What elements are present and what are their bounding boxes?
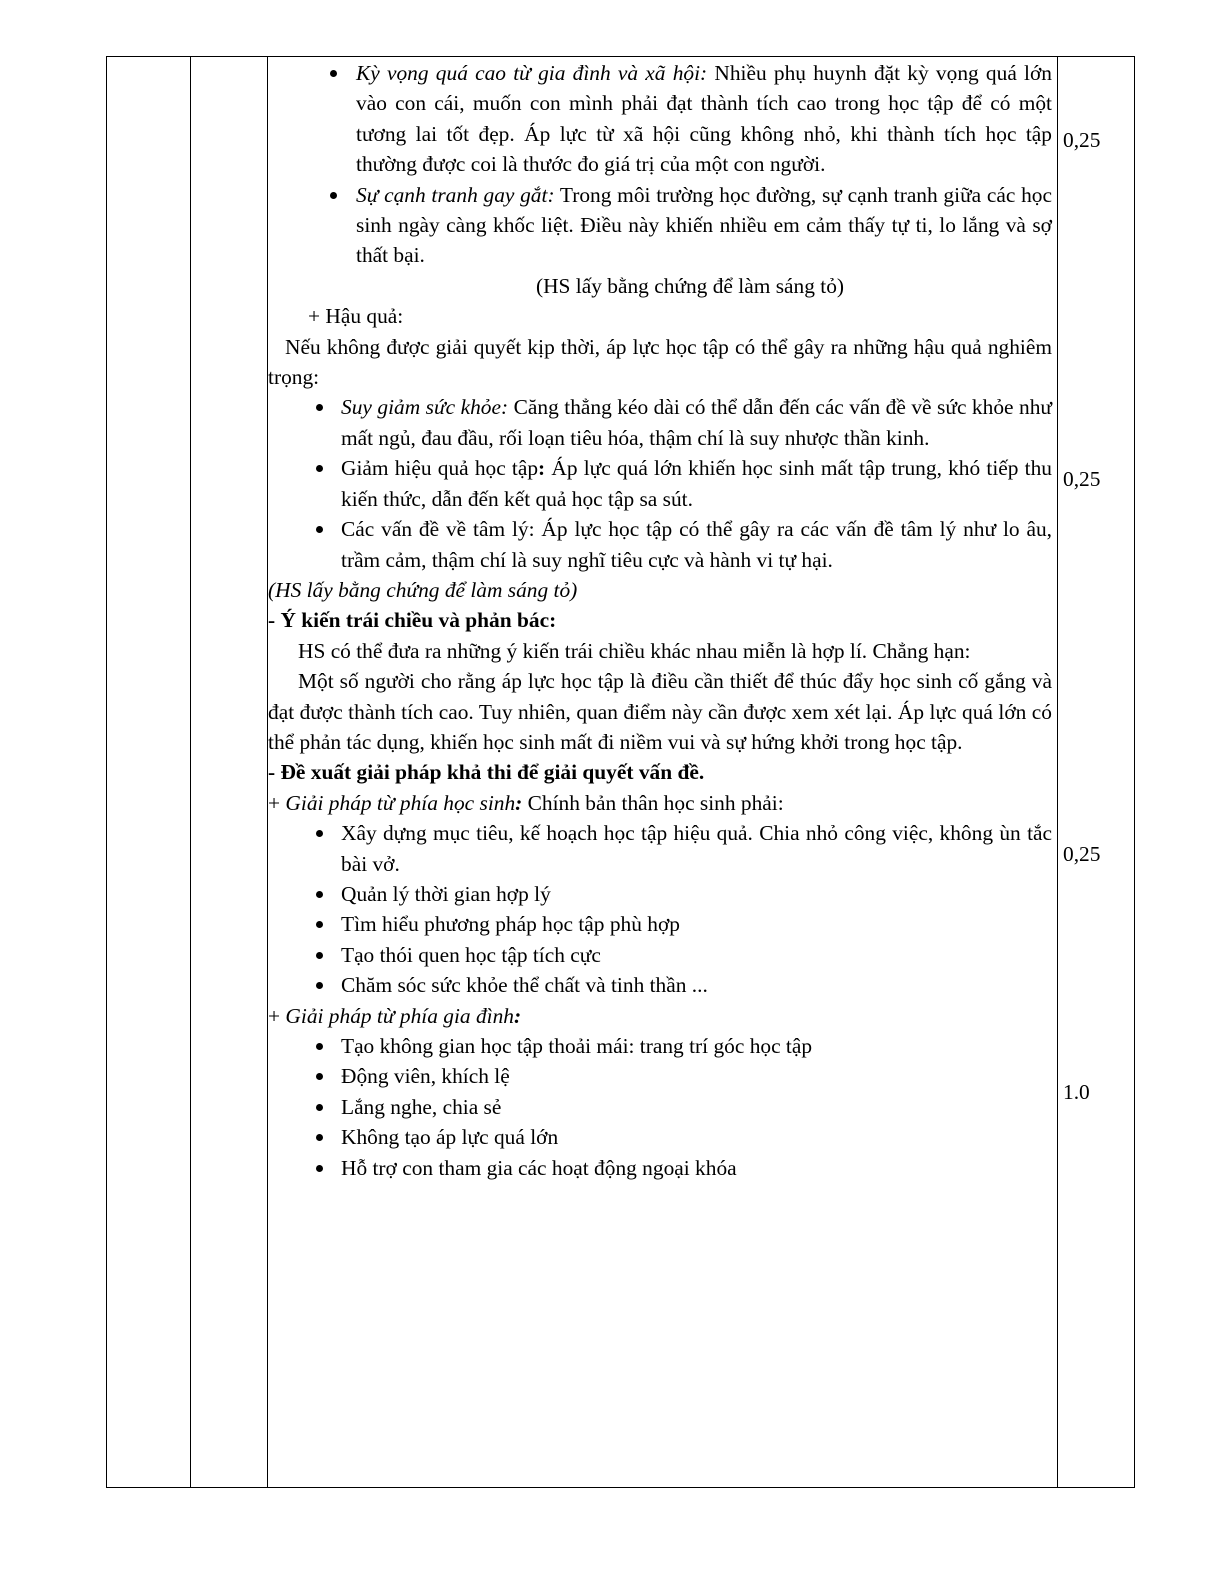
score-value: 1.0 — [1063, 1080, 1090, 1104]
list-item: Quản lý thời gian hợp lý — [268, 879, 1052, 909]
student-solutions-heading: + Giải pháp từ phía học sinh: Chính bản thân học sinh phải: — [268, 790, 784, 815]
column-divider-3 — [1057, 57, 1058, 1487]
student-solutions-list — [268, 818, 1052, 1000]
counter-opinion-heading: - Ý kiến trái chiều và phản bác: — [268, 608, 557, 633]
evidence-note: (HS lấy bằng chứng để làm sáng tỏ) — [535, 273, 845, 298]
family-solutions-list — [268, 1031, 1052, 1183]
counter-opinion-para: Một số người cho rằng áp lực học tập là điều cần thiết để thúc đẩy học sinh cố gắng và đạt được thành tích cao. Tuy nhiên, quan điểm này cần được xem xét lại. Áp lực quá lớn có thể phản tác dụng, khiến học sinh mất đi niềm vui và sự hứng khởi trong học tập. — [268, 669, 1052, 754]
list-item: Xây dựng mục tiêu, kế hoạch học tập hiệu quả. Chia nhỏ công việc, không ùn tắc bài vở. — [268, 818, 1052, 879]
score-value: 0,25 — [1063, 128, 1101, 152]
consequences-list — [268, 392, 1052, 574]
consequences-heading: + Hậu quả: — [308, 304, 404, 329]
list-item: Giảm hiệu quả học tập: Áp lực quá lớn khiến học sinh mất tập trung, khó tiếp thu kiến thức, dẫn đến kết quả học tập sa sút. — [268, 453, 1052, 514]
evidence-note: (HS lấy bằng chứng để làm sáng tỏ) — [268, 577, 578, 602]
list-item: Tạo thói quen học tập tích cực — [268, 940, 1052, 970]
list-item: Động viên, khích lệ — [268, 1061, 1052, 1091]
list-item: Sự cạnh tranh gay gắt: Trong môi trường học đường, sự cạnh tranh giữa các học sinh ngày càng khốc liệt. Điều này khiến nhiều em cảm thấy tự ti, lo lắng và sợ thất bại. — [268, 180, 1052, 271]
list-item: Suy giảm sức khỏe: Căng thẳng kéo dài có thể dẫn đến các vấn đề về sức khỏe như mất ngủ, đau đầu, rối loạn tiêu hóa, thậm chí là suy nhược thần kinh. — [268, 392, 1052, 453]
list-item: Chăm sóc sức khỏe thể chất và tinh thần ... — [268, 970, 1052, 1000]
list-item: Tạo không gian học tập thoải mái: trang trí góc học tập — [268, 1031, 1052, 1061]
answer-content — [268, 58, 1052, 1183]
counter-opinion-para: HS có thể đưa ra những ý kiến trái chiều khác nhau miễn là hợp lí. Chẳng hạn: — [298, 638, 971, 663]
consequences-intro: Nếu không được giải quyết kịp thời, áp lực học tập có thể gây ra những hậu quả nghiêm trọng: — [268, 334, 1052, 390]
causes-list — [268, 58, 1052, 271]
family-solutions-heading: + Giải pháp từ phía gia đình: — [268, 1003, 522, 1028]
list-item: Kỳ vọng quá cao từ gia đình và xã hội: Nhiều phụ huynh đặt kỳ vọng quá lớn vào con cái, muốn con mình phải đạt thành tích cao trong học tập để có một tương lai tốt đẹp. Áp lực từ xã hội cũng không nhỏ, khi thành tích học tập thường được coi là thước đo giá trị của một con người. — [268, 58, 1052, 180]
list-item: Hỗ trợ con tham gia các hoạt động ngoại khóa — [268, 1153, 1052, 1183]
solutions-heading: - Đề xuất giải pháp khả thi để giải quyết vấn đề. — [268, 760, 705, 785]
score-value: 0,25 — [1063, 467, 1101, 491]
list-item: Tìm hiểu phương pháp học tập phù hợp — [268, 909, 1052, 939]
list-item: Lắng nghe, chia sẻ — [268, 1092, 1052, 1122]
column-divider-1 — [190, 57, 191, 1487]
list-item: Các vấn đề về tâm lý: Áp lực học tập có thể gây ra các vấn đề tâm lý như lo âu, trầm cảm, thậm chí là suy nghĩ tiêu cực và hành vi tự hại. — [268, 514, 1052, 575]
score-value: 0,25 — [1063, 842, 1101, 866]
list-item: Không tạo áp lực quá lớn — [268, 1122, 1052, 1152]
